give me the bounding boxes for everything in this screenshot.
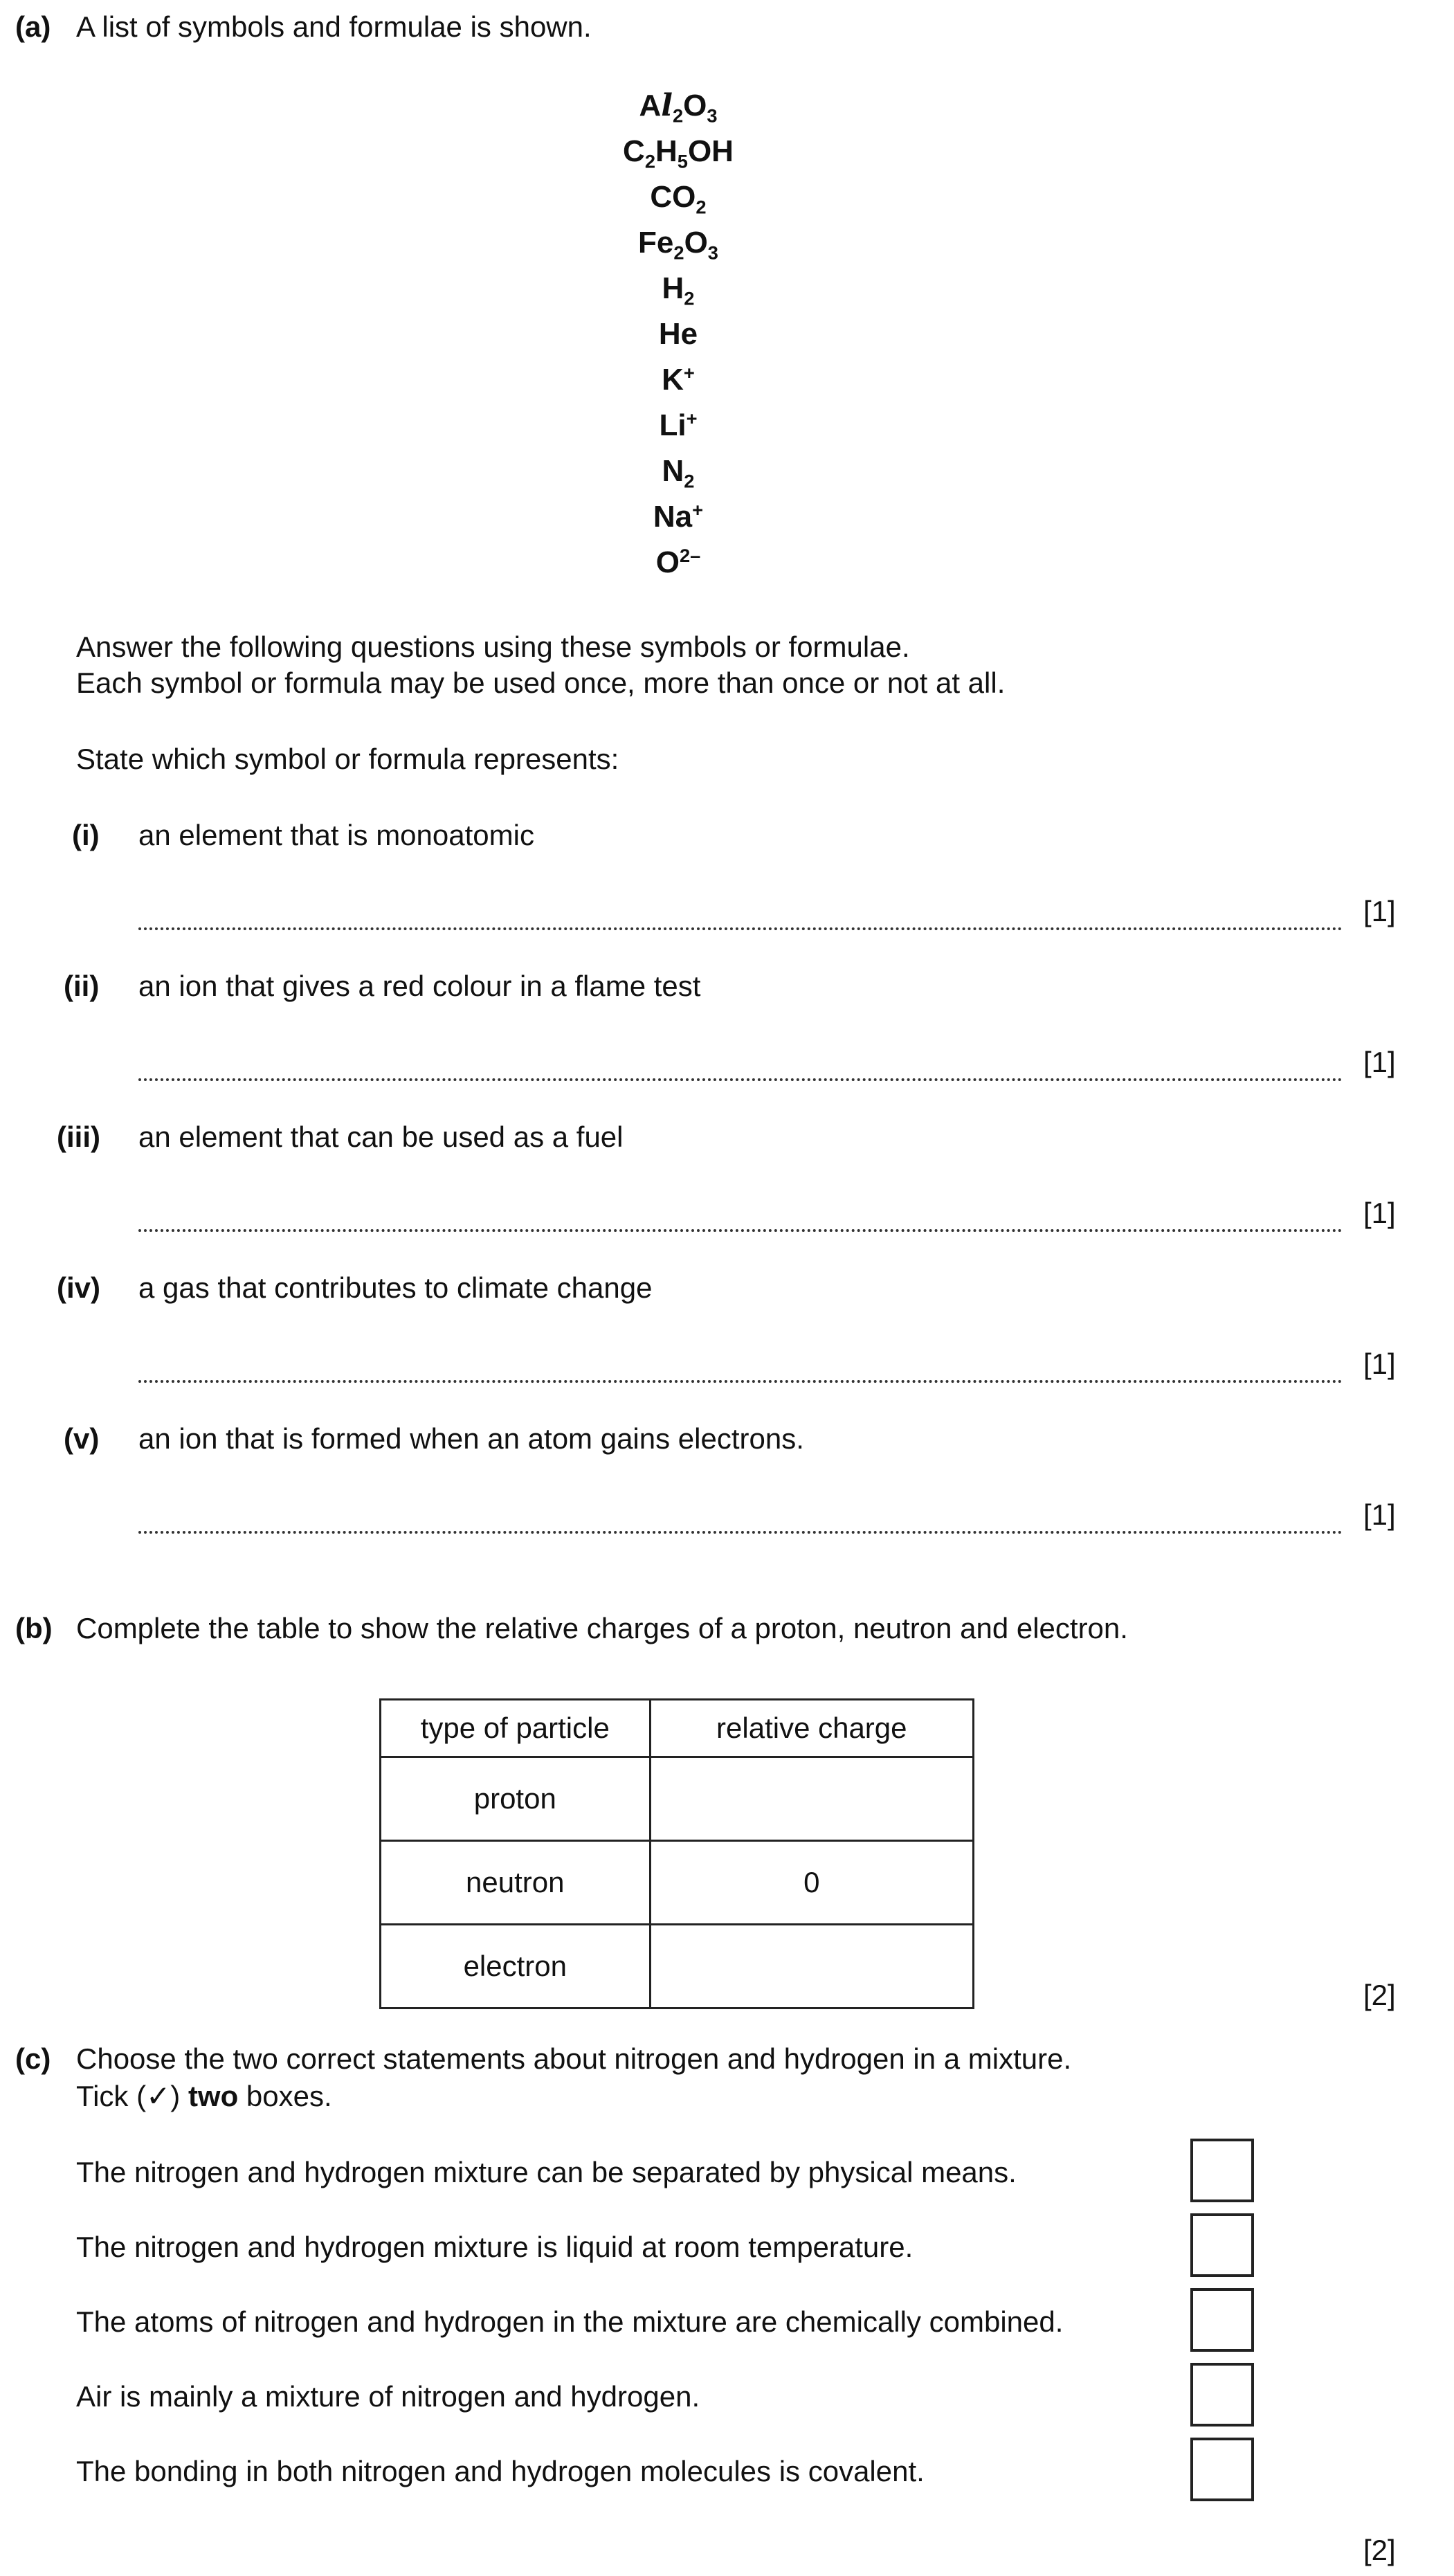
column-header: type of particle <box>381 1700 651 1757</box>
charge-value-cell: 0 <box>650 1841 973 1925</box>
statement-text: The atoms of nitrogen and hydrogen in the mixture are chemically combined. <box>76 2305 1064 2338</box>
formula-n2: $N_2$ <box>662 454 695 492</box>
particle-charge-table <box>379 1698 974 2009</box>
table-row <box>381 1841 974 1925</box>
statement-text: The nitrogen and hydrogen mixture can be separated by physical means. <box>76 2156 1017 2188</box>
mark-allocation: [1] <box>1363 1046 1396 1078</box>
part-a-intro: A list of symbols and formulae is shown. <box>76 10 592 43</box>
question-number: (iv) <box>57 1271 100 1304</box>
question-number: (v) <box>64 1422 100 1455</box>
mark-allocation: [2] <box>1363 1979 1396 2011</box>
particle-name-cell: neutron <box>381 1841 651 1925</box>
tick-box[interactable] <box>1190 2438 1254 2501</box>
formula-list <box>595 83 761 586</box>
charge-answer-cell[interactable] <box>650 1757 973 1841</box>
mark-allocation: [1] <box>1363 1498 1396 1531</box>
question-text: an element that can be used as a fuel <box>138 1121 624 1153</box>
particle-name-cell: proton <box>381 1757 651 1841</box>
tick-box[interactable] <box>1190 2139 1254 2202</box>
answer-line[interactable] <box>138 1078 1343 1081</box>
answer-line[interactable] <box>138 1229 1343 1232</box>
column-header: relative charge <box>650 1700 973 1757</box>
formula-al2o3: $Al_2O_3$ <box>639 88 718 127</box>
answer-line[interactable] <box>138 1531 1343 1534</box>
mark-allocation: [2] <box>1363 2534 1396 2566</box>
question-text: an ion that is formed when an atom gains electrons. <box>138 1422 804 1455</box>
formula-h2: $H_2$ <box>662 271 695 309</box>
question-text: an element that is monoatomic <box>138 819 534 851</box>
answer-line[interactable] <box>138 927 1343 930</box>
table-row <box>381 1757 974 1841</box>
tick-box[interactable] <box>1190 2288 1254 2352</box>
answer-line[interactable] <box>138 1380 1343 1383</box>
state-prompt: State which symbol or formula represents: <box>76 743 619 775</box>
formula-co2: $CO_2$ <box>650 180 707 218</box>
mark-allocation: [1] <box>1363 895 1396 927</box>
formula-na-ion: Na+ <box>653 499 704 534</box>
charge-answer-cell[interactable] <box>650 1925 973 2008</box>
tick-box[interactable] <box>1190 2213 1254 2277</box>
formula-oxide-ion: $O^{2-}$ <box>655 545 701 579</box>
particle-name-cell: electron <box>381 1925 651 2008</box>
mark-allocation: [1] <box>1363 1348 1396 1380</box>
part-b-label: (b) <box>15 1612 53 1644</box>
part-b-text: Complete the table to show the relative charges of a proton, neutron and electron. <box>76 1612 1128 1644</box>
formula-li-ion: Li+ <box>659 408 698 442</box>
statement-text: The nitrogen and hydrogen mixture is liquid at room temperature. <box>76 2231 914 2263</box>
question-text: a gas that contributes to climate change <box>138 1271 653 1304</box>
table-row <box>381 1925 974 2008</box>
instruction-line-2: Each symbol or formula may be used once, more than once or not at all. <box>76 666 1006 699</box>
statement-text: The bonding in both nitrogen and hydrogen molecules is covalent. <box>76 2455 925 2487</box>
formula-c2h5oh: $C_2H_5OH$ <box>623 134 734 172</box>
formula-he: He <box>658 317 698 351</box>
table-header-row <box>381 1700 974 1757</box>
part-a-label: (a) <box>15 10 51 43</box>
question-number: (ii) <box>64 970 100 1002</box>
question-number: (iii) <box>57 1121 100 1153</box>
part-c-label: (c) <box>15 2042 51 2075</box>
question-number: (i) <box>72 819 100 851</box>
statement-text: Air is mainly a mixture of nitrogen and hydrogen. <box>76 2380 700 2413</box>
mark-allocation: [1] <box>1363 1197 1396 1229</box>
part-c-text: Choose the two correct statements about nitrogen and hydrogen in a mixture. <box>76 2042 1072 2075</box>
tick-instruction: Tick (✓) two boxes. <box>76 2080 332 2112</box>
instruction-line-1: Answer the following questions using these symbols or formulae. <box>76 631 910 663</box>
formula-fe2o3: $Fe_2O_3$ <box>638 226 718 264</box>
question-text: an ion that gives a red colour in a flame test <box>138 970 701 1002</box>
formula-k-ion: K+ <box>662 362 695 397</box>
tick-box[interactable] <box>1190 2363 1254 2427</box>
